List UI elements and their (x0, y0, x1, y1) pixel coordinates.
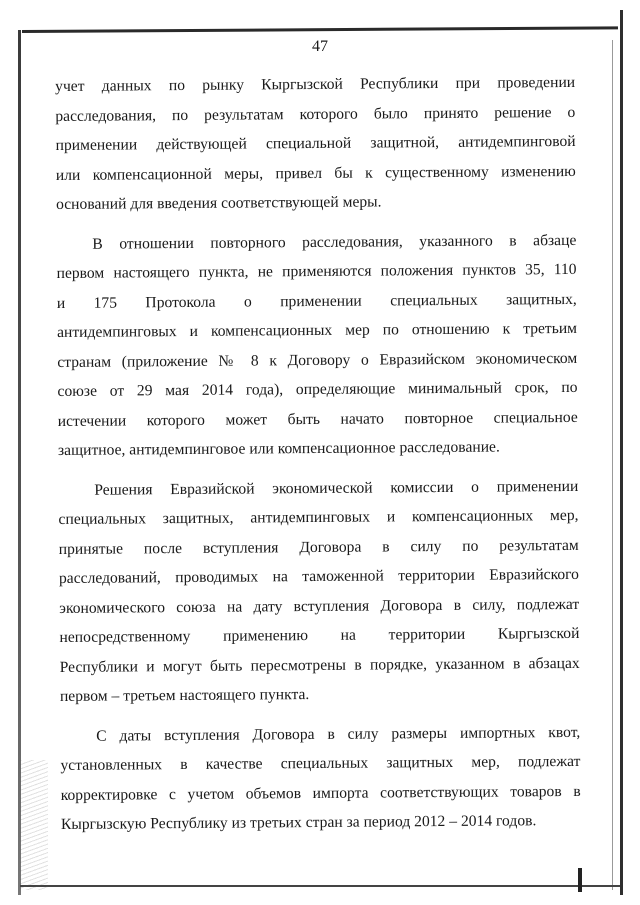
scan-noise (20, 760, 48, 890)
page-frame-top-edge (22, 26, 618, 33)
text-line: первом – третьем настоящего пункта. (59, 686, 310, 705)
text-line: С даты вступления Договора в силу размеры импортных квот, (96, 723, 581, 745)
paragraph-4 (60, 717, 581, 839)
text-line: и 175 Протокола о применении специальных защитных, (56, 290, 577, 312)
paragraph-3 (58, 471, 580, 711)
text-line: экономического союза на дату вступления Договора в силу, подлежат (59, 595, 580, 617)
text-line: истечении которого может быть начато повторное специальное (57, 408, 578, 430)
text-line: расследования, по результатам которого было принято решение о (55, 103, 576, 125)
text-line: Республики и могут быть пересмотрены в порядке, указанном в абзацах (59, 654, 580, 676)
text-line: защитное, антидемпинговое или компенсационное расследование. (57, 438, 500, 459)
text-line: оснований для введения соответствующей меры. (55, 193, 382, 213)
document-body (55, 68, 581, 850)
text-line: установленных в качестве специальных защитных мер, подлежат (60, 752, 581, 774)
text-line: В отношении повторного расследования, указанного в абзаце (92, 231, 577, 253)
page-frame-bottom-edge (20, 885, 620, 887)
scan-corner-mark (578, 868, 582, 892)
page-frame-right-inner-edge (612, 40, 613, 890)
page-frame-right-edge (620, 10, 623, 895)
text-line: союзе от 29 мая 2014 года), определяющие минимальный срок, по (57, 378, 578, 400)
paragraph-1 (55, 68, 576, 220)
text-line: расследований, проводимых на таможенной территории Евразийского (58, 565, 580, 587)
text-line: непосредственному применению на территории Кыргызской (59, 624, 580, 646)
text-line: антидемпинговых и компенсационных мер по отношению к третьим (56, 319, 578, 341)
text-line: применении действующей специальной защитной, антидемпинговой (55, 132, 576, 154)
text-line: первом настоящего пункта, не применяются положения пунктов 35, 110 (56, 260, 577, 282)
text-line: принятые после вступления Договора в силу по результатам (58, 536, 579, 558)
text-line: Кыргызскую Республику из третьих стран за период 2012 – 2014 годов. (60, 812, 537, 833)
paragraph-2 (56, 225, 578, 465)
page-number: 47 (312, 38, 328, 55)
text-line: корректировке с учетом объемов импорта соответствующих товаров в (60, 782, 581, 804)
text-line: специальных защитных, антидемпинговых и компенсационных мер, (58, 506, 579, 528)
text-line: учет данных по рынку Кыргызской Республики при проведении (55, 73, 576, 95)
text-line: Решения Евразийской экономической комиссии о применении (94, 477, 579, 499)
text-line: странам (приложение № 8 к Договору о Евразийском экономическом (57, 349, 578, 371)
text-line: или компенсационной меры, привел бы к существенному изменению (55, 162, 576, 184)
